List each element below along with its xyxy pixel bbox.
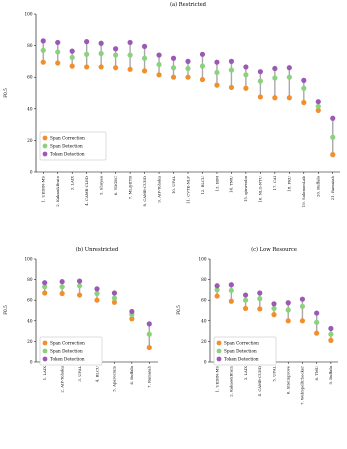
data-point-span-detection [185,66,190,71]
x-tick-label: 20. Buffalo [315,176,321,197]
y-tick-label: 20 [27,338,33,344]
legend-marker [217,349,222,354]
data-point-span-detection [171,65,176,70]
data-point-token-detection [286,300,291,305]
data-point-span-detection [330,135,335,140]
data-point-token-detection [300,297,305,302]
x-tick-label: 3. UFAL [76,366,82,382]
y-tick-label: 80 [27,277,33,283]
data-point-span-detection [112,296,117,301]
data-point-token-detection [271,301,276,306]
y-tick-label: 100 [24,256,33,262]
data-point-span-correction [70,64,75,69]
data-point-span-correction [41,60,46,65]
data-point-token-detection [243,64,248,69]
data-point-span-detection [287,75,292,80]
chart-title: (b) Unrestricted [75,247,119,253]
data-point-token-detection [328,326,333,331]
data-point-token-detection [229,282,234,287]
y-tick-label: 80 [27,43,33,49]
data-point-token-detection [258,69,263,74]
data-point-span-detection [60,284,65,289]
legend-label: Span Detection [224,348,257,354]
data-point-span-correction [229,85,234,90]
data-point-span-detection [70,55,75,60]
x-tick-label: 1. UEDIN-MS [214,366,220,393]
data-point-span-correction [229,299,234,304]
chart-title: (a) Restricted [169,2,207,8]
data-point-span-detection [258,79,263,84]
x-tick-label: 4. CAMB-CUED [257,366,263,397]
data-point-span-correction [84,64,89,69]
x-tick-label: 2. AIP-Tohoku [59,366,65,393]
x-tick-label: 1. UEDIN-MS [40,176,46,203]
y-axis-label: F0.5 [3,88,8,98]
y-tick-label: 40 [27,318,33,324]
y-tick-label: 0 [203,359,207,365]
data-point-span-correction [147,345,152,350]
data-point-span-detection [142,56,147,61]
data-point-token-detection [185,59,190,64]
y-tick-label: 100 [198,256,207,262]
data-point-token-detection [287,65,292,70]
data-point-span-detection [94,291,99,296]
data-point-token-detection [113,46,118,51]
x-tick-label: 17. CAI [272,176,278,191]
data-point-span-correction [286,318,291,323]
data-point-span-detection [41,48,46,53]
data-point-token-detection [243,292,248,297]
legend-marker [217,341,222,346]
x-tick-label: 2. Kakao&Brain [228,366,234,397]
data-point-span-correction [271,312,276,317]
x-tick-label: 3. LAIX [69,176,75,191]
chart-panel-1 [3,1,340,207]
data-point-span-correction [258,94,263,99]
x-tick-label: 7. WebSpellChecker [299,366,305,405]
data-point-span-correction [243,306,248,311]
data-point-token-detection [55,40,60,45]
x-tick-label: 21. Ramaiah [330,176,336,201]
data-point-token-detection [229,59,234,64]
data-point-span-correction [301,100,306,105]
data-point-span-detection [316,104,321,109]
data-point-span-detection [77,283,82,288]
data-point-token-detection [257,290,262,295]
data-point-token-detection [112,290,117,295]
legend [40,337,102,365]
data-point-token-detection [147,321,152,326]
data-point-span-correction [243,86,248,91]
y-tick-label: 60 [27,297,33,303]
x-tick-label: 6. YDGEC [112,176,118,196]
data-point-span-detection [214,70,219,75]
data-point-span-detection [84,52,89,57]
data-point-token-detection [314,310,319,315]
data-point-span-detection [147,332,152,337]
data-point-span-correction [272,95,277,100]
data-point-span-correction [257,306,262,311]
data-point-token-detection [41,38,46,43]
data-point-span-detection [272,75,277,80]
data-point-token-detection [215,283,220,288]
x-tick-label: 9. AIP-Tohoku [156,176,162,203]
x-tick-label: 19. SolomonLab [301,176,307,208]
x-tick-label: 18. PKU [286,176,292,192]
legend-marker [217,357,222,362]
legend-label: Token Detection [50,356,85,362]
x-tick-label: 6. Siteimprove [285,366,291,395]
data-point-span-correction [171,75,176,80]
data-point-token-detection [330,116,335,121]
y-tick-label: 60 [201,297,207,303]
data-point-span-detection [200,64,205,69]
data-point-span-detection [271,306,276,311]
x-tick-label: 6. Buffalo [129,366,135,385]
legend-label: Token Detection [50,151,85,157]
legend-label: Span Correction [50,135,85,141]
x-tick-label: 1. LAIX [42,366,48,381]
y-tick-label: 0 [29,359,33,365]
data-point-span-correction [156,72,161,77]
chart-panel-3 [176,246,338,405]
legend-label: Token Detection [224,356,259,362]
legend-label: Span Correction [224,340,259,346]
x-tick-label: 12. BLCU [199,176,205,195]
data-point-span-detection [314,320,319,325]
y-tick-label: 20 [27,137,33,143]
data-point-span-correction [77,292,82,297]
legend-marker [43,357,48,362]
data-point-span-detection [257,296,262,301]
data-point-span-correction [99,64,104,69]
data-point-span-correction [94,298,99,303]
x-tick-label: 3. LAIX [242,366,248,381]
data-point-span-detection [99,51,104,56]
x-tick-label: 11. CVTE-NLP [185,176,191,204]
data-point-token-detection [94,286,99,291]
data-point-token-detection [84,39,89,44]
chart-title: (c) Low Resource [251,247,297,253]
data-point-span-detection [328,332,333,337]
x-tick-label: 9. Buffalo [328,366,334,385]
data-point-span-correction [314,331,319,336]
y-tick-label: 20 [201,338,207,344]
x-tick-label: 5. Shuyao [98,176,104,196]
data-point-span-correction [287,95,292,100]
data-point-span-detection [301,86,306,91]
data-point-span-detection [113,52,118,57]
x-tick-label: 5. UFAL [271,366,277,382]
y-tick-label: 60 [27,74,33,80]
x-tick-label: 7. Ramaiah [146,366,152,388]
data-point-span-correction [300,318,305,323]
legend-label: Span Detection [50,348,83,354]
data-point-span-correction [42,290,47,295]
legend-marker [43,136,48,141]
data-point-span-correction [142,68,147,73]
legend-marker [43,144,48,149]
x-tick-label: 14. TMU [228,176,234,193]
data-point-span-correction [330,152,335,157]
x-tick-label: 2. Kakao&Brain [55,176,61,207]
data-point-token-detection [42,280,47,285]
legend [214,337,276,365]
data-point-token-detection [301,78,306,83]
y-tick-label: 100 [24,11,33,17]
data-point-span-detection [229,288,234,293]
data-point-span-correction [215,293,220,298]
data-point-span-correction [55,60,60,65]
legend-marker [43,349,48,354]
data-point-token-detection [60,279,65,284]
x-tick-label: 16. NLG-NTU [257,176,263,203]
data-point-span-correction [185,75,190,80]
data-point-token-detection [214,60,219,65]
x-tick-label: 13. IBM [214,176,220,192]
y-tick-label: 40 [27,106,33,112]
data-point-span-detection [300,304,305,309]
x-tick-label: 4. BLCU [94,366,100,383]
y-axis-label: F0.5 [3,305,8,315]
legend-marker [43,341,48,346]
data-point-token-detection [77,279,82,284]
y-tick-label: 40 [201,318,207,324]
data-point-span-correction [60,291,65,296]
legend [40,132,106,160]
data-point-token-detection [99,41,104,46]
legend-label: Span Correction [50,340,85,346]
data-point-span-correction [214,83,219,88]
x-tick-label: 5. Aparecium [111,366,117,392]
y-axis-label: F0.5 [176,305,181,315]
x-tick-label: 15. qiuwenbo [243,176,249,203]
data-point-token-detection [127,40,132,45]
data-point-span-correction [127,67,132,72]
data-point-span-detection [286,307,291,312]
y-tick-label: 80 [201,277,207,283]
x-tick-label: 8. TMU [313,366,319,381]
data-point-span-detection [229,67,234,72]
data-point-span-correction [200,77,205,82]
data-point-span-detection [156,62,161,67]
data-point-token-detection [316,99,321,104]
legend-label: Span Detection [50,143,83,149]
data-point-token-detection [156,52,161,57]
data-point-span-correction [328,338,333,343]
data-point-token-detection [171,56,176,61]
data-point-span-detection [243,72,248,77]
x-tick-label: 7. ML@IITB [127,176,133,200]
data-point-token-detection [142,44,147,49]
data-point-span-detection [127,52,132,57]
chart-panel-2 [3,246,158,393]
x-tick-label: 10. UFAL [170,176,176,195]
y-tick-label: 0 [29,169,33,175]
data-point-span-detection [55,49,60,54]
legend-marker [43,152,48,157]
data-point-token-detection [200,52,205,57]
data-point-token-detection [272,66,277,71]
x-tick-label: 4. CAMB-CLED [83,176,89,206]
data-point-token-detection [70,49,75,54]
data-point-token-detection [129,309,134,314]
x-tick-label: 8. CAMB-CUED [141,176,147,207]
data-point-span-correction [113,65,118,70]
data-point-span-detection [243,298,248,303]
